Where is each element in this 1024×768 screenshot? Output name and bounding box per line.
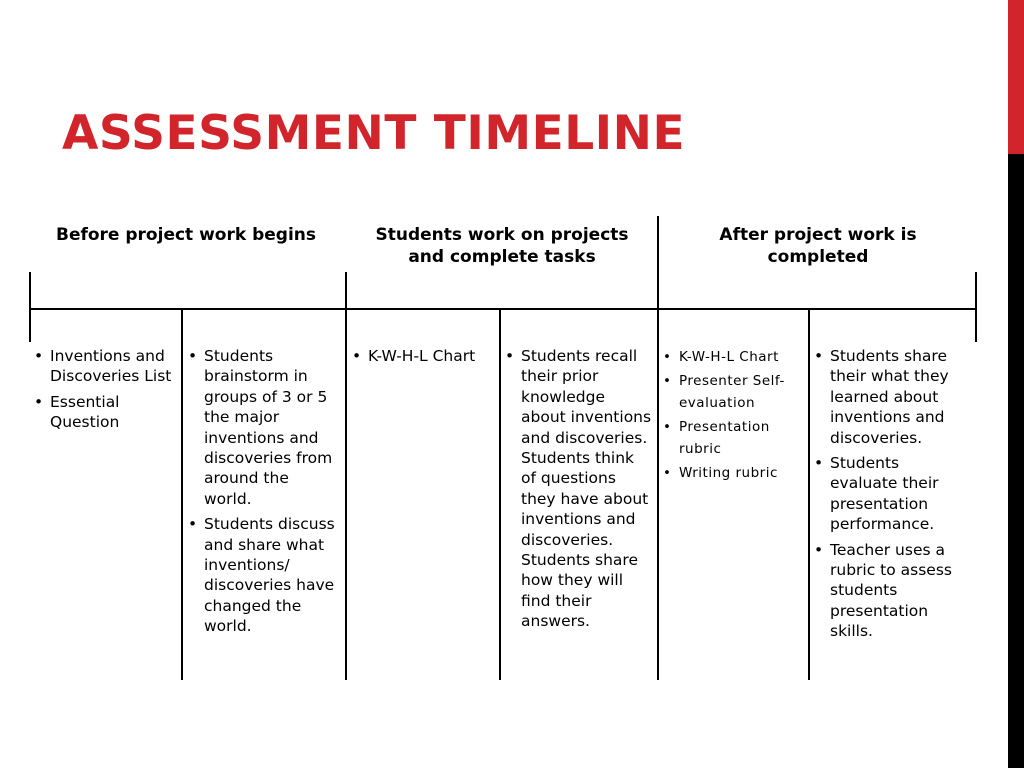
column-after-materials — [659, 346, 805, 486]
column-before-activities — [184, 346, 340, 642]
page-title: ASSESSMENT TIMELINE — [62, 106, 686, 161]
list-item: • Writing rubric — [659, 462, 805, 484]
side-dark-bar — [1008, 154, 1024, 768]
bullet-list — [30, 346, 176, 433]
list-item: • Inventions and Discoveries List — [30, 346, 176, 387]
phase-divider — [657, 216, 659, 272]
timeline-axis — [30, 308, 977, 310]
bullet-list — [501, 346, 653, 632]
list-item: • K-W-H-L Chart — [659, 346, 805, 368]
bullet-list — [348, 346, 494, 366]
side-accent-bar — [1008, 0, 1024, 154]
bullet-list — [184, 346, 340, 637]
list-item: • K-W-H-L Chart — [348, 346, 494, 366]
list-item: • Teacher uses a rubric to assess students presentation skills. — [810, 540, 970, 642]
column-after-activities — [810, 346, 970, 647]
bullet-list — [659, 346, 805, 484]
list-item: • Presenter Self-evaluation — [659, 370, 805, 414]
column-divider — [345, 308, 347, 680]
column-divider — [181, 308, 183, 680]
list-item: • Students brainstorm in groups of 3 or 5 the major inventions and discoveries from around the world. — [184, 346, 340, 509]
timeline-tick — [975, 272, 977, 342]
list-item: • Students evaluate their presentation performance. — [810, 453, 970, 535]
bullet-list — [810, 346, 970, 642]
phase-header-during: Students work on projects and complete tasks — [375, 225, 629, 267]
column-before-materials — [30, 346, 176, 438]
column-during-materials — [348, 346, 494, 371]
timeline-tick — [29, 272, 31, 342]
phase-header-after: After project work is completed — [719, 225, 917, 267]
phase-header-before: Before project work begins — [55, 225, 316, 245]
list-item: • Students recall their prior knowledge about inventions and discoveries. Students think of questions they have about inventions and discoveries. Students share how they will find their answers. — [501, 346, 653, 632]
list-item: • Presentation rubric — [659, 416, 805, 460]
column-during-activities — [501, 346, 653, 637]
list-item: • Students share their what they learned about inventions and discoveries. — [810, 346, 970, 448]
list-item: • Students discuss and share what inventions/ discoveries have changed the world. — [184, 514, 340, 636]
list-item: • Essential Question — [30, 392, 176, 433]
